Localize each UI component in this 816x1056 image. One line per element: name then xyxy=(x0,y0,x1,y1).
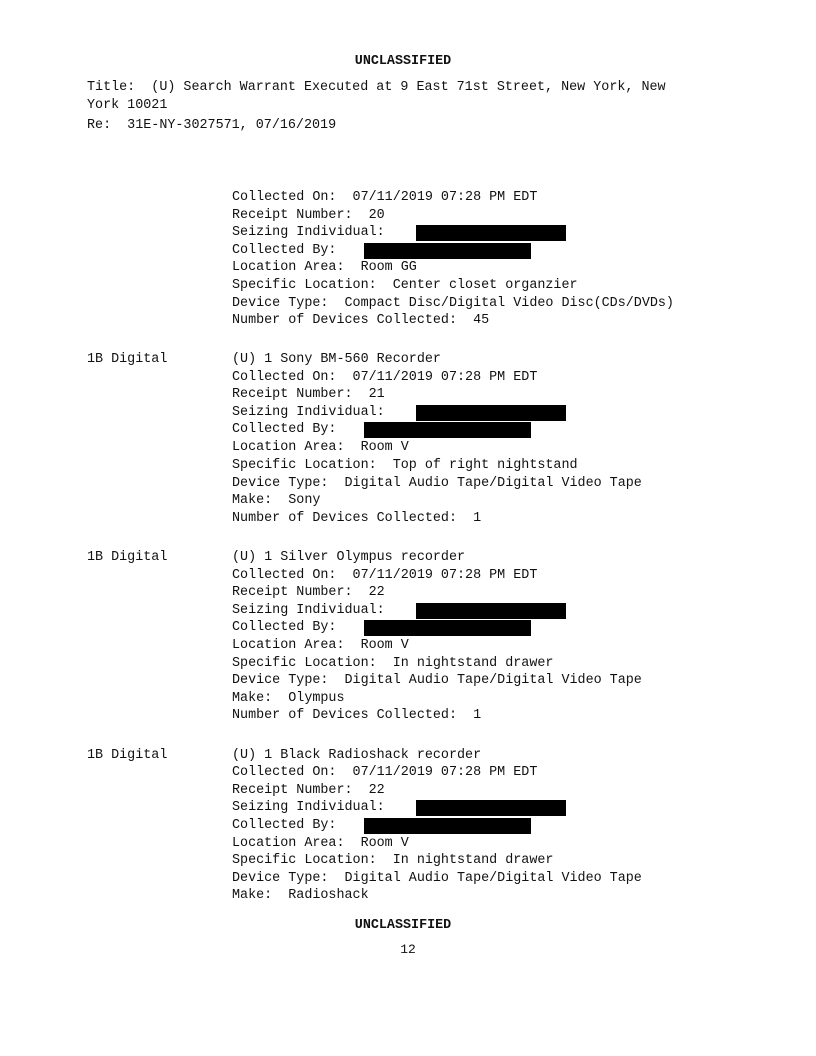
title-line-2: York 10021 xyxy=(87,98,168,113)
collected-on: Collected On: 07/11/2019 07:28 PM EDT xyxy=(232,765,538,780)
make: Make: Sony xyxy=(232,493,321,508)
specific-location: Specific Location: Center closet organzier xyxy=(232,278,578,293)
location-area: Location Area: Room V xyxy=(232,440,409,455)
seizing-individual-label: Seizing Individual: xyxy=(232,405,385,420)
devices-collected: Number of Devices Collected: 1 xyxy=(232,511,482,526)
seizing-individual-label: Seizing Individual: xyxy=(232,603,385,618)
device-type: Device Type: Digital Audio Tape/Digital Video Tape xyxy=(232,871,642,886)
item-description: (U) 1 Sony BM-560 Recorder xyxy=(232,352,441,367)
classification-header: UNCLASSIFIED xyxy=(354,54,452,69)
redaction-bar xyxy=(416,800,566,816)
classification-footer: UNCLASSIFIED xyxy=(354,918,452,933)
location-area: Location Area: Room GG xyxy=(232,260,417,275)
specific-location: Specific Location: In nightstand drawer xyxy=(232,656,554,671)
redaction-bar xyxy=(364,422,531,438)
collected-on: Collected On: 07/11/2019 07:28 PM EDT xyxy=(232,370,538,385)
collected-by-label: Collected By: xyxy=(232,422,337,437)
collected-on: Collected On: 07/11/2019 07:28 PM EDT xyxy=(232,568,538,583)
receipt-number: Receipt Number: 22 xyxy=(232,783,385,798)
redaction-bar xyxy=(416,225,566,241)
location-area: Location Area: Room V xyxy=(232,836,409,851)
re-line: Re: 31E-NY-3027571, 07/16/2019 xyxy=(87,118,337,133)
specific-location: Specific Location: Top of right nightstand xyxy=(232,458,578,473)
category-label: 1B Digital xyxy=(87,748,168,763)
devices-collected: Number of Devices Collected: 1 xyxy=(232,708,482,723)
redaction-bar xyxy=(416,603,566,619)
item-description: (U) 1 Silver Olympus recorder xyxy=(232,550,466,565)
redaction-bar xyxy=(416,405,566,421)
device-type: Device Type: Compact Disc/Digital Video Disc(CDs/DVDs) xyxy=(232,296,674,311)
specific-location: Specific Location: In nightstand drawer xyxy=(232,853,554,868)
redaction-bar xyxy=(364,620,531,636)
location-area: Location Area: Room V xyxy=(232,638,409,653)
collected-by-label: Collected By: xyxy=(232,818,337,833)
title-line-1: Title: (U) Search Warrant Executed at 9 East 71st Street, New York, New xyxy=(87,80,666,95)
receipt-number: Receipt Number: 22 xyxy=(232,585,385,600)
item-description: (U) 1 Black Radioshack recorder xyxy=(232,748,482,763)
collected-on: Collected On: 07/11/2019 07:28 PM EDT xyxy=(232,190,538,205)
collected-by-label: Collected By: xyxy=(232,243,337,258)
category-label: 1B Digital xyxy=(87,550,168,565)
seizing-individual-label: Seizing Individual: xyxy=(232,225,385,240)
make: Make: Olympus xyxy=(232,691,345,706)
device-type: Device Type: Digital Audio Tape/Digital Video Tape xyxy=(232,476,642,491)
redaction-bar xyxy=(364,818,531,834)
seizing-individual-label: Seizing Individual: xyxy=(232,800,385,815)
category-label: 1B Digital xyxy=(87,352,168,367)
make: Make: Radioshack xyxy=(232,888,369,903)
page-number: 12 xyxy=(400,942,416,957)
devices-collected: Number of Devices Collected: 45 xyxy=(232,313,490,328)
receipt-number: Receipt Number: 21 xyxy=(232,387,385,402)
collected-by-label: Collected By: xyxy=(232,620,337,635)
receipt-number: Receipt Number: 20 xyxy=(232,208,385,223)
device-type: Device Type: Digital Audio Tape/Digital Video Tape xyxy=(232,673,642,688)
redaction-bar xyxy=(364,243,531,259)
